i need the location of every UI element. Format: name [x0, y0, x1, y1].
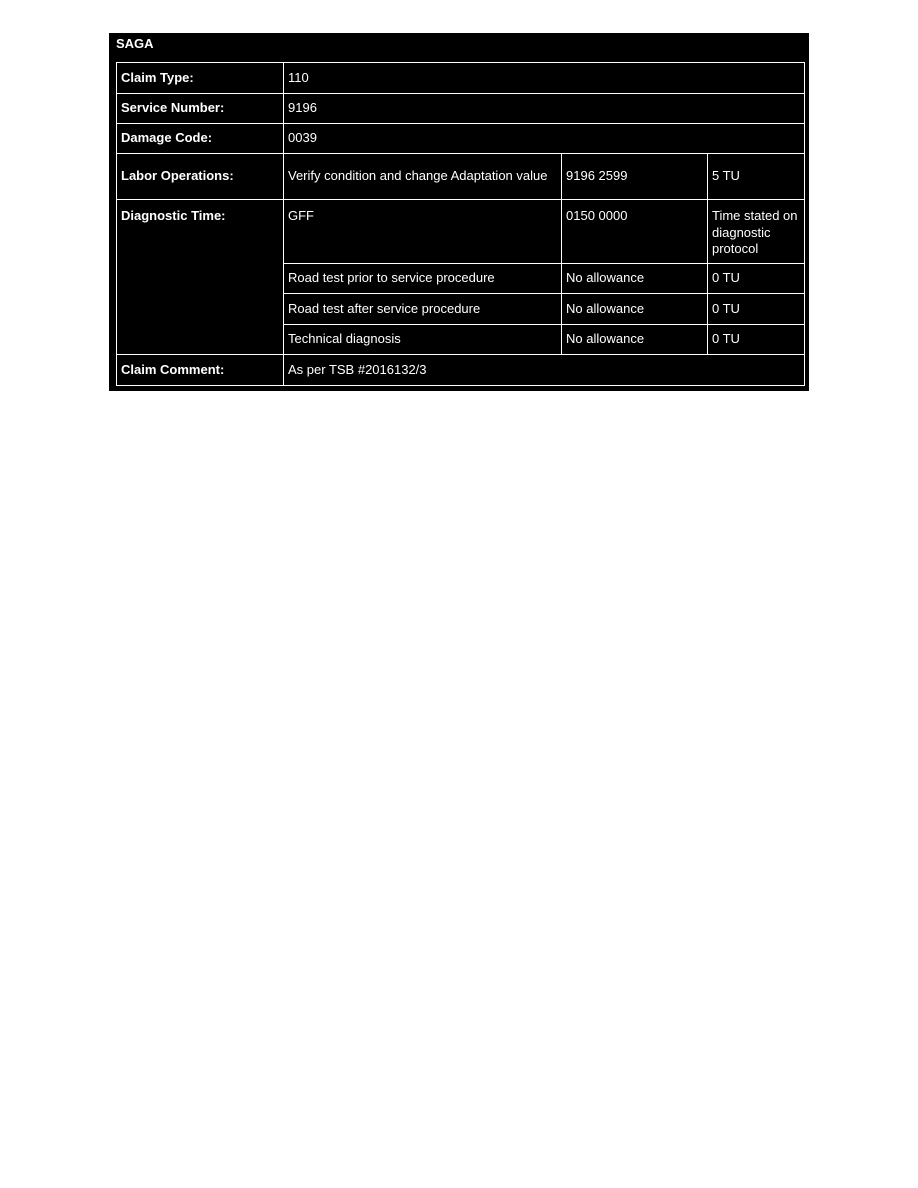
diagnostic-description: GFF	[284, 200, 562, 264]
diagnostic-time-value: 0 TU	[708, 264, 805, 294]
service-number-value: 9196	[284, 94, 805, 124]
claim-comment-row	[117, 355, 805, 386]
saga-claim-panel	[109, 33, 809, 391]
claim-type-label: Claim Type:	[117, 63, 284, 94]
labor-operation-time: 5 TU	[708, 154, 805, 200]
labor-operation-description: Verify condition and change Adaptation value	[284, 154, 562, 200]
claim-comment-value: As per TSB #2016132/3	[284, 355, 805, 386]
diagnostic-time-value: Time stated on diagnostic protocol	[708, 200, 805, 264]
claim-type-value: 110	[284, 63, 805, 94]
service-number-label: Service Number:	[117, 94, 284, 124]
diagnostic-description: Technical diagnosis	[284, 325, 562, 355]
diagnostic-row	[117, 200, 805, 264]
claim-comment-label: Claim Comment:	[117, 355, 284, 386]
damage-code-value: 0039	[284, 124, 805, 154]
service-number-row	[117, 94, 805, 124]
diagnostic-code: No allowance	[562, 264, 708, 294]
diagnostic-code: 0150 0000	[562, 200, 708, 264]
diagnostic-description: Road test after service procedure	[284, 294, 562, 325]
diagnostic-time-label: Diagnostic Time:	[117, 200, 284, 355]
diagnostic-time-value: 0 TU	[708, 325, 805, 355]
claim-type-row	[117, 63, 805, 94]
panel-title: SAGA	[116, 36, 154, 51]
labor-operations-label: Labor Operations:	[117, 154, 284, 200]
labor-operations-row	[117, 154, 805, 200]
diagnostic-time-value: 0 TU	[708, 294, 805, 325]
damage-code-label: Damage Code:	[117, 124, 284, 154]
damage-code-row	[117, 124, 805, 154]
claim-table	[116, 62, 805, 386]
diagnostic-code: No allowance	[562, 325, 708, 355]
diagnostic-description: Road test prior to service procedure	[284, 264, 562, 294]
diagnostic-code: No allowance	[562, 294, 708, 325]
labor-operation-code: 9196 2599	[562, 154, 708, 200]
